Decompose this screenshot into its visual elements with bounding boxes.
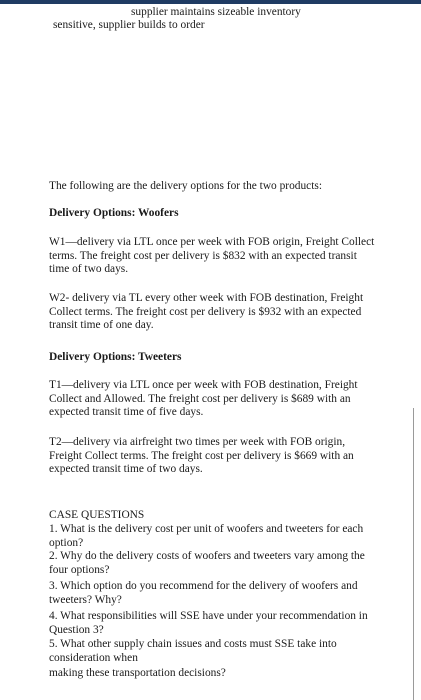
question-4: 4. What responsibilities will SSE have under your recommendation in Question 3? xyxy=(49,610,368,636)
fragment-line-2: sensitive, supplier builds to order xyxy=(53,19,205,31)
case-questions-heading: CASE QUESTIONS xyxy=(49,509,145,521)
option-w1: W1—delivery via LTL once per week with FOB origin, Freight Collect terms. The freight cost per delivery is $832 with an expected transit time of two days. xyxy=(49,236,375,276)
scrollbar-track[interactable] xyxy=(413,408,414,700)
fragment-line-1: supplier maintains sizeable inventory xyxy=(131,6,301,18)
tweeters-heading: Delivery Options: Tweeters xyxy=(49,351,182,363)
intro-text: The following are the delivery options for the two products: xyxy=(49,180,322,192)
option-t1: T1—delivery via LTL once per week with FOB destination, Freight Collect and Allowed. The freight cost per delivery is $689 with an expected transit time of five days. xyxy=(49,379,358,419)
question-2: 2. Why do the delivery costs of woofers and tweeters vary among the four options? xyxy=(49,550,365,576)
question-5: 5. What other supply chain issues and costs must SSE take into consideration when xyxy=(49,638,337,664)
option-t2: T2—delivery via airfreight two times per week with FOB origin, Freight Collect terms. The freight cost per delivery is $669 with an expected transit time of two days. xyxy=(49,436,354,476)
question-5-continued: making these transportation decisions? xyxy=(49,667,226,679)
woofers-heading: Delivery Options: Woofers xyxy=(49,207,179,219)
top-edge-bar xyxy=(0,0,421,4)
option-w2: W2- delivery via TL every other week with FOB destination, Freight Collect terms. The freight cost per delivery is $932 with an expected transit time of one day. xyxy=(49,292,364,332)
question-1: 1. What is the delivery cost per unit of woofers and tweeters for each option? xyxy=(49,523,364,549)
question-3: 3. Which option do you recommend for the delivery of woofers and tweeters? Why? xyxy=(49,580,358,606)
